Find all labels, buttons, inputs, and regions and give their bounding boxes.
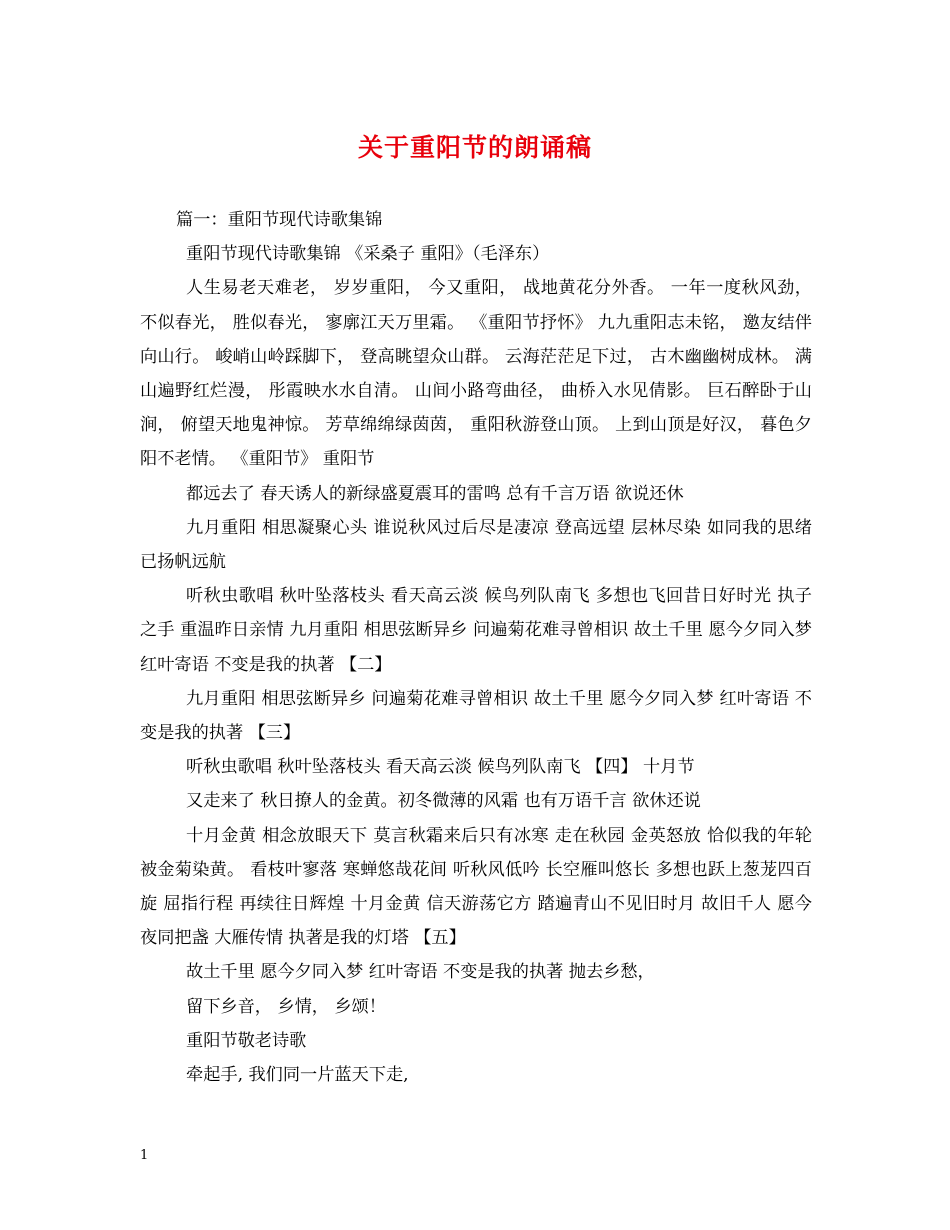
paragraph: 故土千里 愿今夕同入梦 红叶寄语 不变是我的执著 抛去乡愁， [186, 962, 655, 983]
paragraph: 又走来了 秋日撩人的金黄。初冬微薄的风霜 也有万语千言 欲休还说 [186, 791, 701, 812]
paragraph: 重阳节现代诗歌集锦 《采桑子 重阳》（毛泽东） [186, 244, 550, 265]
paragraph: 都远去了 春天诱人的新绿盛夏震耳的雷鸣 总有千言万语 欲说还休 [186, 483, 684, 504]
paragraph: 人生易老天难老， 岁岁重阳， 今又重阳， 战地黄花分外香。 一年一度秋风劲， 不似春光， 胜似春光， 寥廓江天万里霜。 《重阳节抒怀》 九九重阳志未铭， 邀友结伴向山行。 峻峭山岭踩脚下， 登高眺望众山群。 云海茫茫足下过， 古木幽幽树成林。 满山遍野红烂漫， 彤霞映水水自清。 山间小路弯曲径， 曲桥入水见倩影。 巨石醉卧于山涧， 俯望天地鬼神惊。 芳草绵绵绿茵茵， 重阳秋游登山顶。 上到山顶是好汉， 暮色夕阳不老情。 《重阳节》 重阳节 [140, 278, 812, 470]
paragraph: 留下乡音， 乡情， 乡颂！ [186, 996, 386, 1017]
paragraph: 听秋虫歌唱 秋叶坠落枝头 看天高云淡 候鸟列队南飞 【四】 十月节 [186, 757, 695, 778]
page-number: 1 [140, 1148, 149, 1163]
paragraph: 篇一：重阳节现代诗歌集锦 [176, 210, 383, 230]
paragraph: 九月重阳 相思弦断异乡 问遍菊花难寻曾相识 故土千里 愿今夕同入梦 红叶寄语 不变是我的执著 【三】 [140, 688, 812, 744]
paragraph: 九月重阳 相思凝聚心头 谁说秋风过后尽是凄凉 登高远望 层林尽染 如同我的思绪已扬帆远航 [140, 517, 812, 573]
document-body [140, 203, 812, 1092]
paragraph: 听秋虫歌唱 秋叶坠落枝头 看天高云淡 候鸟列队南飞 多想也飞回昔日好时光 执子之手 重温昨日亲情 九月重阳 相思弦断异乡 问遍菊花难寻曾相识 故土千里 愿今夕同入梦 红叶寄语 不变是我的执著 【二】 [140, 586, 812, 675]
paragraph: 牵起手, 我们同一片蓝天下走, [186, 1065, 409, 1086]
paragraph: 十月金黄 相念放眼天下 莫言秋霜来后只有冰寒 走在秋园 金英怒放 恰似我的年轮被金菊染黄。 看枝叶寥落 寒蝉悠哉花间 听秋风低吟 长空雁叫悠长 多想也跃上葱茏四百旋 屈指行程 再续往日辉煌 十月金黄 信天游荡它方 踏遍青山不见旧时月 故旧千人 愿今夜同把盏 大雁传情 执著是我的灯塔 【五】 [140, 825, 812, 949]
document-title: 关于重阳节的朗诵稿 [357, 133, 592, 162]
paragraph: 重阳节敬老诗歌 [186, 1030, 307, 1051]
